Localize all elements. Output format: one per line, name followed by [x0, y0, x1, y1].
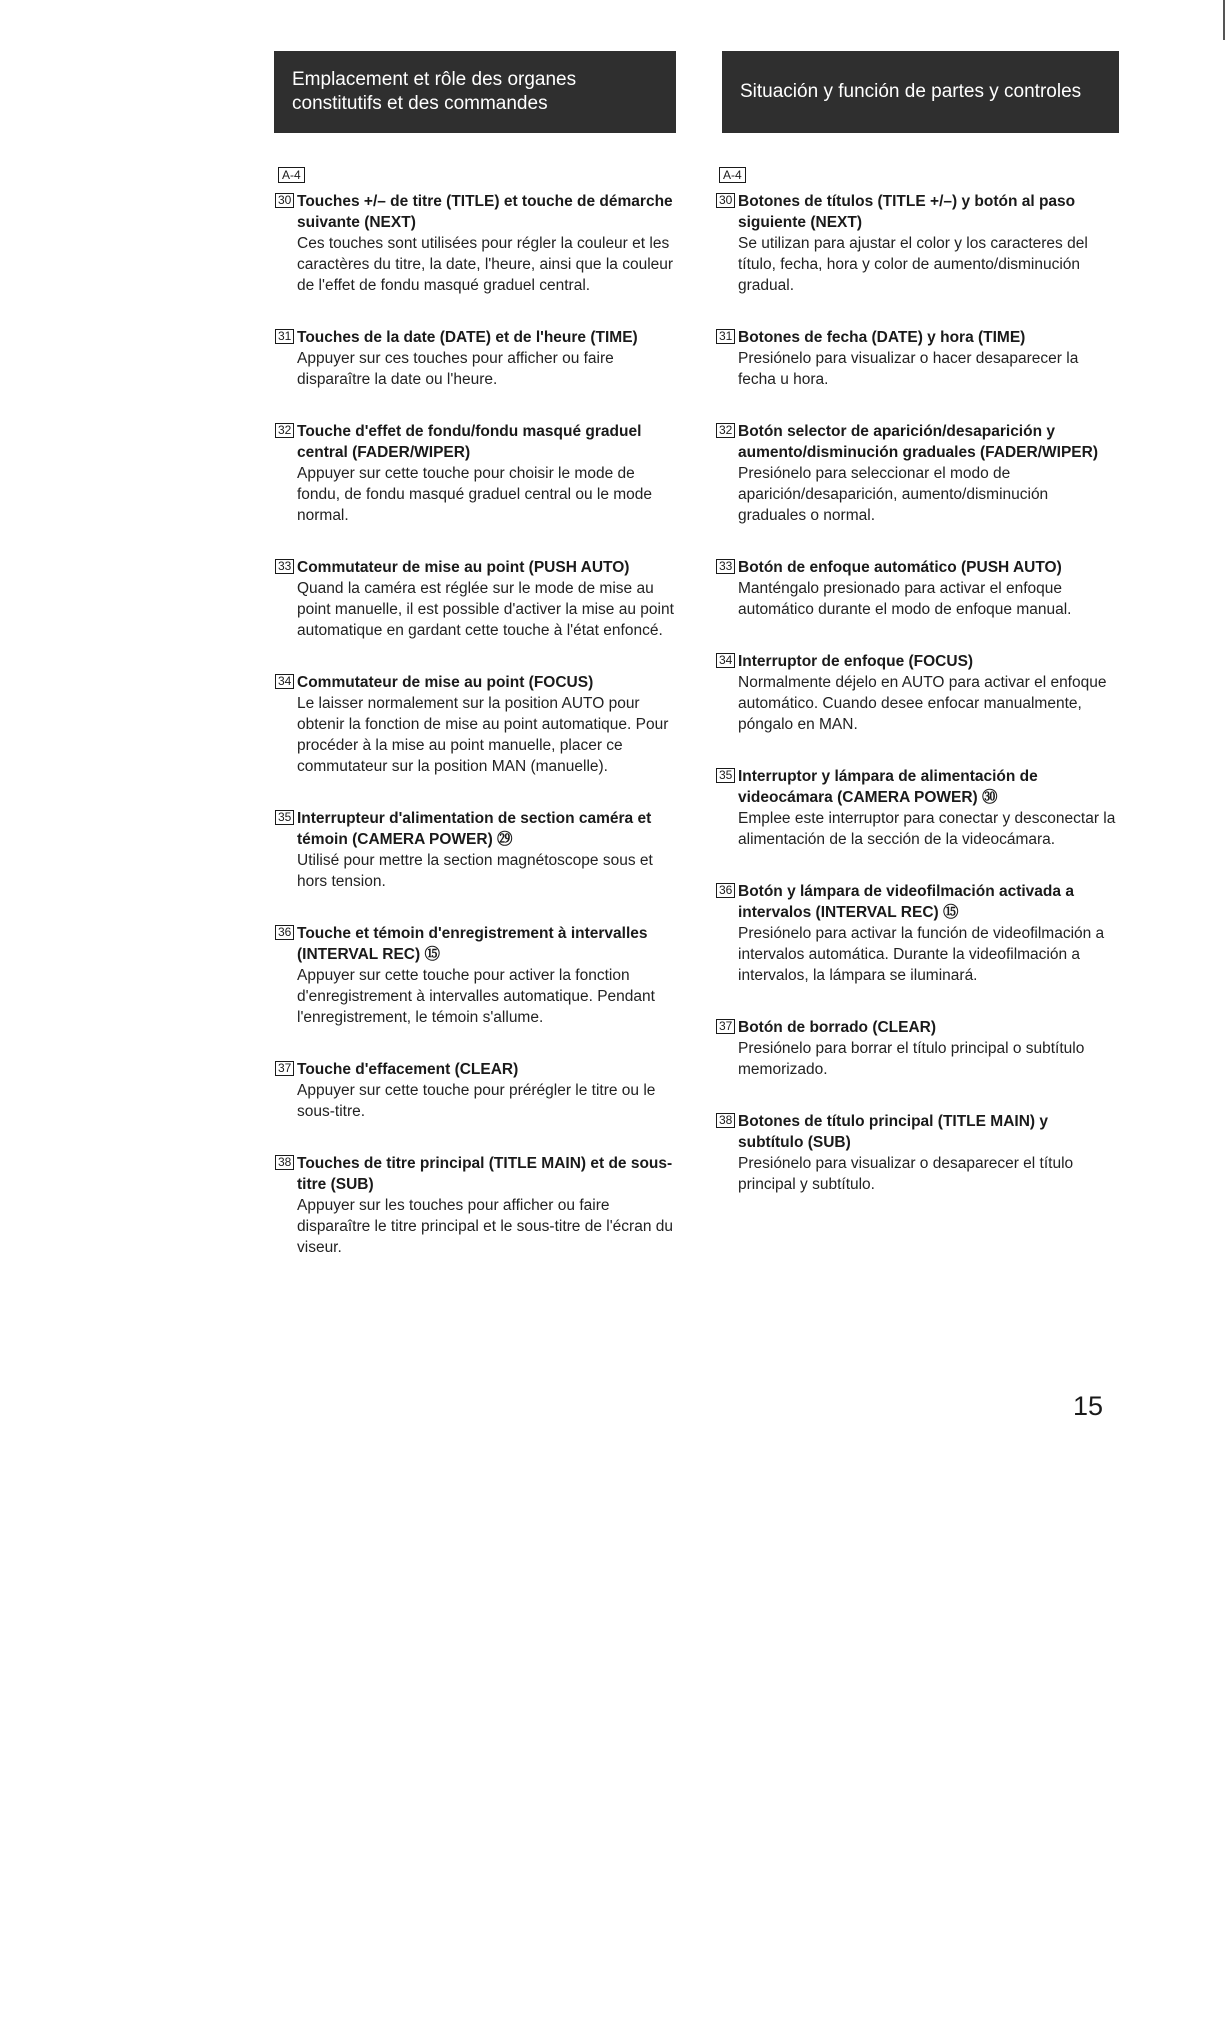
item-number: 33	[716, 559, 735, 574]
item-number: 34	[275, 674, 294, 689]
list-item	[275, 1059, 675, 1122]
item-title: Touche et témoin d'enregistrement à intervalles (INTERVAL REC) ⑮	[297, 925, 648, 963]
list-item	[716, 1111, 1116, 1195]
item-number: 33	[275, 559, 294, 574]
item-number: 34	[716, 653, 735, 668]
page-number: 15	[1073, 1391, 1104, 1421]
header-french	[274, 51, 676, 133]
item-description: Appuyer sur cette touche pour prérégler le titre ou le sous-titre.	[297, 1082, 656, 1120]
list-item	[275, 808, 675, 892]
list-item	[275, 191, 675, 296]
item-description: Appuyer sur cette touche pour choisir le mode de fondu, de fondu masqué graduel central ou le mode normal.	[297, 465, 653, 524]
list-item	[716, 881, 1116, 986]
item-description: Emplee este interruptor para conectar y desconectar la alimentación de la sección de la videocámara.	[738, 810, 1116, 848]
list-item	[275, 672, 675, 777]
item-title: Botón de borrado (CLEAR)	[738, 1019, 937, 1036]
list-item	[275, 923, 675, 1028]
figure-ref-spanish: A-4	[719, 167, 746, 183]
item-number: 30	[275, 193, 294, 208]
item-description: Le laisser normalement sur la position AUTO pour obtenir la fonction de mise au point automatique. Pour procéder à la mise au point manuelle, placer ce commutateur sur la position MAN (manuelle).	[297, 695, 669, 775]
list-item	[275, 557, 675, 641]
item-number: 38	[275, 1155, 294, 1170]
item-title: Commutateur de mise au point (PUSH AUTO)	[297, 559, 630, 576]
list-item	[275, 327, 675, 390]
list-item	[716, 557, 1116, 620]
list-item	[716, 651, 1116, 735]
list-item	[716, 421, 1116, 526]
item-description: Manténgalo presionado para activar el enfoque automático durante el modo de enfoque manual.	[738, 580, 1072, 618]
item-number: 35	[716, 768, 735, 783]
item-number: 31	[275, 329, 294, 344]
item-title: Botón de enfoque automático (PUSH AUTO)	[738, 559, 1062, 576]
list-item	[716, 766, 1116, 850]
figure-ref-french: A-4	[278, 167, 305, 183]
item-title: Botones de título principal (TITLE MAIN) y subtítulo (SUB)	[738, 1113, 1048, 1151]
list-item	[716, 191, 1116, 296]
list-item	[716, 327, 1116, 390]
item-number: 36	[716, 883, 735, 898]
header-spanish-title: Situación y función de partes y controles	[740, 81, 1082, 102]
item-description: Presiónelo para activar la función de videofilmación a intervalos automática. Durante la videofilmación a intervalos, la lámpara se iluminará.	[738, 925, 1105, 984]
item-description: Presiónelo para seleccionar el modo de aparición/desaparición, aumento/disminución graduales o normal.	[738, 465, 1049, 524]
item-description: Appuyer sur cette touche pour activer la fonction d'enregistrement à intervalles automatique. Pendant l'enregistrement, le témoin s'allume.	[297, 967, 655, 1026]
column-french	[275, 166, 675, 1289]
item-number: 37	[275, 1061, 294, 1076]
item-title: Botones de fecha (DATE) y hora (TIME)	[738, 329, 1026, 346]
item-number: 32	[716, 423, 735, 438]
item-number: 35	[275, 810, 294, 825]
item-title: Touche d'effacement (CLEAR)	[297, 1061, 519, 1078]
list-item	[275, 1153, 675, 1258]
item-number: 30	[716, 193, 735, 208]
item-title: Interruptor de enfoque (FOCUS)	[738, 653, 974, 670]
item-description: Appuyer sur les touches pour afficher ou faire disparaître le titre principal et le sous-titre de l'écran du viseur.	[297, 1197, 674, 1256]
item-title: Interruptor y lámpara de alimentación de videocámara (CAMERA POWER) ㉚	[738, 768, 1038, 806]
item-description: Ces touches sont utilisées pour régler la couleur et les caractères du titre, la date, l'heure, ainsi que la couleur de l'effet de fondu masqué graduel central.	[297, 235, 674, 294]
item-number: 36	[275, 925, 294, 940]
item-description: Presiónelo para borrar el título principal o subtítulo memorizado.	[738, 1040, 1085, 1078]
header-french-title: Emplacement et rôle des organes constitutifs et des commandes	[292, 69, 577, 114]
item-title: Touches +/– de titre (TITLE) et touche de démarche suivante (NEXT)	[297, 193, 673, 231]
item-description: Quand la caméra est réglée sur le mode de mise au point manuelle, il est possible d'activer la mise au point automatique en gardant cette touche à l'état enfoncé.	[297, 580, 674, 639]
item-title: Touches de la date (DATE) et de l'heure (TIME)	[297, 329, 638, 346]
item-list-spanish	[716, 191, 1116, 1195]
item-title: Commutateur de mise au point (FOCUS)	[297, 674, 594, 691]
header-spanish	[722, 51, 1119, 133]
item-title: Touches de titre principal (TITLE MAIN) et de sous-titre (SUB)	[297, 1155, 673, 1193]
item-description: Utilisé pour mettre la section magnétoscope sous et hors tension.	[297, 852, 653, 890]
item-description: Presiónelo para visualizar o hacer desaparecer la fecha u hora.	[738, 350, 1079, 388]
list-item	[275, 421, 675, 526]
item-number: 38	[716, 1113, 735, 1128]
list-item	[716, 1017, 1116, 1080]
column-spanish	[716, 166, 1116, 1226]
item-title: Touche d'effet de fondu/fondu masqué graduel central (FADER/WIPER)	[297, 423, 642, 461]
item-description: Appuyer sur ces touches pour afficher ou faire disparaître la date ou l'heure.	[297, 350, 614, 388]
item-list-french	[275, 191, 675, 1258]
item-title: Interrupteur d'alimentation de section caméra et témoin (CAMERA POWER) ㉙	[297, 810, 652, 848]
item-title: Botones de títulos (TITLE +/–) y botón al paso siguiente (NEXT)	[738, 193, 1076, 231]
item-title: Botón selector de aparición/desaparición y aumento/disminución graduales (FADER/WIPER)	[738, 423, 1098, 461]
item-number: 32	[275, 423, 294, 438]
item-number: 31	[716, 329, 735, 344]
item-description: Normalmente déjelo en AUTO para activar el enfoque automático. Cuando desee enfocar manualmente, póngalo en MAN.	[738, 674, 1107, 733]
item-number: 37	[716, 1019, 735, 1034]
item-description: Presiónelo para visualizar o desaparecer el título principal y subtítulo.	[738, 1155, 1074, 1193]
item-title: Botón y lámpara de videofilmación activada a intervalos (INTERVAL REC) ⑮	[738, 883, 1074, 921]
item-description: Se utilizan para ajustar el color y los caracteres del título, fecha, hora y color de aumento/disminución gradual.	[738, 235, 1088, 294]
